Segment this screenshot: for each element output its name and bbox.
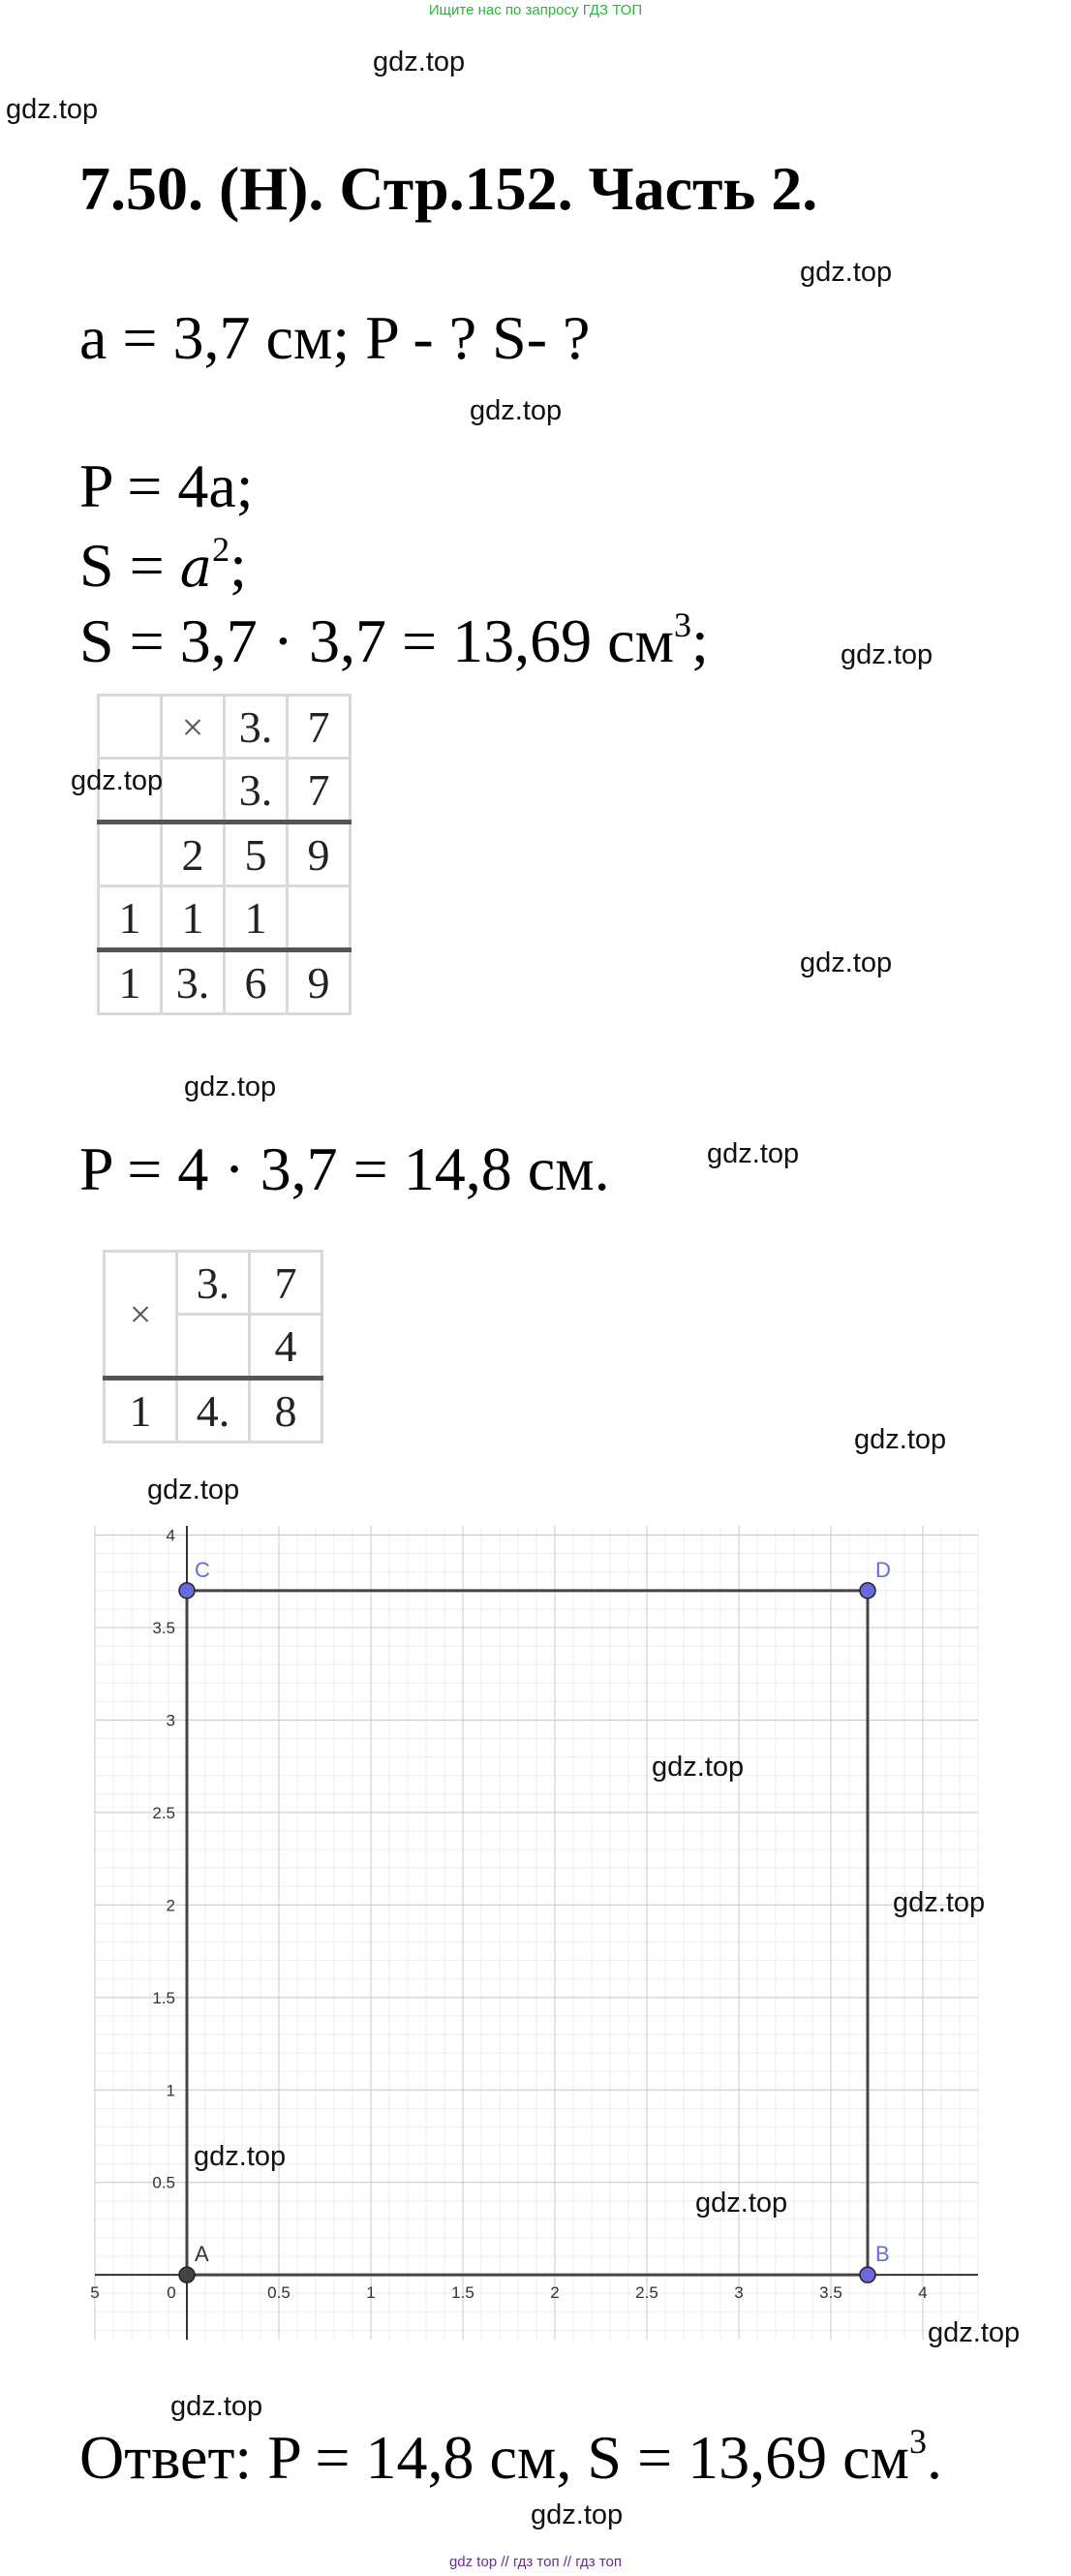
y-tick-label: 0.5: [152, 2173, 175, 2192]
x-tick-label: 0: [167, 2283, 176, 2303]
x-tick-label: 2.5: [635, 2283, 658, 2303]
point-c: [179, 1583, 195, 1598]
calc-cell: 4.: [177, 1379, 250, 1443]
x-tick-label: 1: [366, 2283, 376, 2303]
calc-cell: 8: [250, 1379, 322, 1443]
calc-cell: 1: [99, 950, 162, 1014]
watermark: gdz.top: [170, 2391, 263, 2422]
answer-suffix: .: [927, 2423, 942, 2492]
perimeter-calc: P = 4 · 3,7 = 14,8 см.: [79, 1134, 610, 1203]
watermark: gdz.top: [71, 765, 164, 796]
calc-cell: 7: [288, 696, 351, 759]
calc-cell: 1: [225, 886, 288, 950]
area-formula-prefix: S =: [79, 531, 180, 600]
top-banner[interactable]: Ищите нас по запросу ГДЗ ТОП: [428, 2, 643, 18]
y-tick-label: 3.5: [152, 1619, 175, 1637]
calc-cell: ×: [105, 1252, 177, 1379]
calc-cell: [162, 759, 225, 822]
point-d: [860, 1583, 875, 1598]
y-tick-label: 2: [166, 1896, 175, 1915]
perimeter-multiplication-table: [103, 1250, 323, 1443]
x-tick-label: 2: [550, 2283, 560, 2303]
answer-line: [79, 2422, 942, 2494]
calc-cell: 3.: [225, 696, 288, 759]
watermark: gdz.top: [373, 47, 466, 78]
calc-cell: 3.: [162, 950, 225, 1014]
area-calc-suffix: ;: [691, 606, 709, 675]
point-label-c: C: [195, 1557, 210, 1582]
calc-cell: 7: [288, 759, 351, 822]
y-tick-label: 1.5: [152, 1988, 175, 2007]
calc-cell: ×: [162, 696, 225, 759]
area-formula: [79, 530, 247, 602]
watermark: gdz.top: [928, 2317, 1021, 2348]
perimeter-formula: P = 4a;: [79, 451, 254, 520]
watermark: gdz.top: [800, 257, 893, 288]
watermark: gdz.top: [147, 1474, 240, 1505]
x-tick-label: 4: [918, 2283, 928, 2303]
point-label-b: B: [875, 2242, 890, 2267]
calc-cell: 6: [225, 950, 288, 1014]
calc-cell: [177, 1315, 250, 1379]
coordinate-plot: [87, 1506, 988, 2359]
answer-exp: 3: [909, 2422, 927, 2461]
calc-cell: 9: [288, 822, 351, 886]
watermark: gdz.top: [184, 1071, 277, 1102]
y-tick-label: 2.5: [152, 1803, 175, 1822]
area-formula-suffix: ;: [230, 531, 247, 600]
point-b: [860, 2267, 875, 2282]
watermark: gdz.top: [470, 395, 563, 426]
watermark: gdz.top: [6, 94, 99, 125]
calc-cell: 4: [250, 1315, 322, 1379]
y-tick-label: 3: [166, 1711, 175, 1730]
point-a: [179, 2267, 195, 2282]
calc-cell: 1: [105, 1379, 177, 1443]
y-tick-label: 1: [166, 2081, 175, 2100]
calc-cell: 7: [250, 1252, 322, 1315]
watermark: gdz.top: [893, 1887, 986, 1918]
page-title: 7.50. (Н). Стр.152. Часть 2.: [79, 154, 818, 223]
watermark: gdz.top: [652, 1752, 745, 1783]
area-calc-text: S = 3,7 · 3,7 = 13,69 см: [79, 606, 674, 675]
area-multiplication-table: [97, 694, 352, 1015]
y-tick-label: 4: [166, 1526, 175, 1545]
answer-text: Ответ: P = 14,8 см, S = 13,69 см: [79, 2423, 909, 2492]
calc-cell: 1: [162, 886, 225, 950]
given-line: a = 3,7 см; P - ? S- ?: [79, 303, 591, 372]
calc-cell: 3.: [225, 759, 288, 822]
calc-cell: 9: [288, 950, 351, 1014]
area-formula-var: a: [179, 537, 213, 600]
x-tick-label: 5: [90, 2283, 100, 2303]
calc-cell: 1: [99, 886, 162, 950]
x-tick-label: 3.5: [819, 2283, 842, 2303]
point-label-d: D: [875, 1557, 891, 1582]
watermark: gdz.top: [194, 2141, 287, 2172]
calc-cell: 3.: [177, 1252, 250, 1315]
x-tick-label: 1.5: [451, 2283, 474, 2303]
watermark: gdz.top: [854, 1424, 947, 1455]
calc-cell: [99, 696, 162, 759]
bottom-banner[interactable]: gdz top // гдз топ // гдз топ: [448, 2554, 623, 2570]
area-calc: [79, 605, 709, 677]
area-formula-exp: 2: [212, 530, 230, 569]
area-calc-exp: 3: [674, 605, 691, 644]
watermark: gdz.top: [800, 947, 893, 978]
watermark: gdz.top: [707, 1138, 800, 1169]
x-tick-label: 0.5: [267, 2283, 291, 2303]
calc-cell: 2: [162, 822, 225, 886]
watermark: gdz.top: [531, 2499, 624, 2530]
calc-cell: 5: [225, 822, 288, 886]
watermark: gdz.top: [695, 2188, 788, 2219]
point-label-a: A: [195, 2242, 209, 2267]
calc-cell: [99, 822, 162, 886]
watermark: gdz.top: [841, 639, 933, 670]
calc-cell: [288, 886, 351, 950]
x-tick-label: 3: [734, 2283, 744, 2303]
